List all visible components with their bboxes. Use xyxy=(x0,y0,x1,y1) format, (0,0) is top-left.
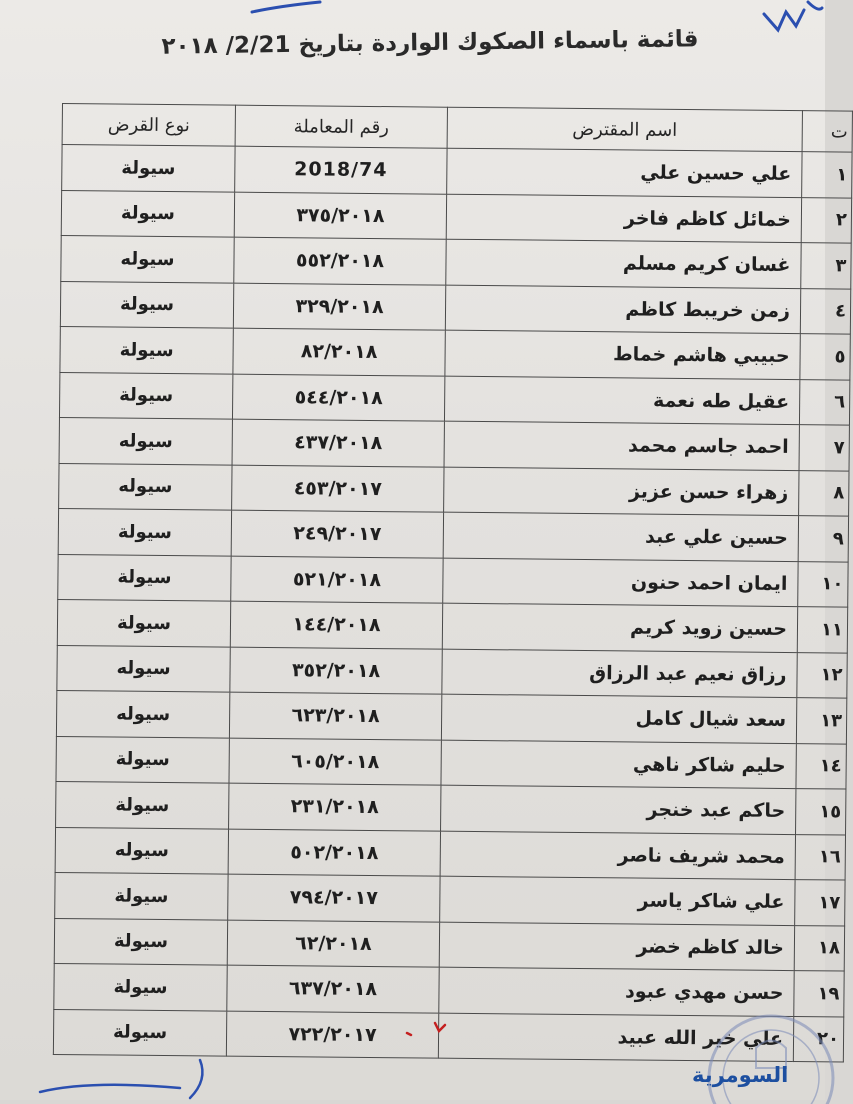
pen-scribble-top-right xyxy=(760,0,825,40)
transaction-number: ٥٢١/٢٠١٨ xyxy=(231,556,443,604)
document-title: قائمة باسماء الصكوك الواردة بتاريخ 2/21/ ٢٠١٨ xyxy=(161,26,699,60)
borrower-name: حاكم عبد خنجر xyxy=(441,785,796,834)
transaction-number: ١٤٤/٢٠١٨ xyxy=(230,601,442,649)
pen-scribble-bottom xyxy=(30,1050,210,1100)
row-seq: ١٩ xyxy=(794,971,844,1017)
row-seq: ٨ xyxy=(799,470,849,516)
transaction-number: 2018/74 xyxy=(235,146,447,194)
transaction-number: ٦٣٧/٢٠١٨ xyxy=(227,965,439,1013)
table-row xyxy=(57,599,847,652)
table-row xyxy=(60,326,850,379)
borrower-name: حبيبي هاشم خماط xyxy=(445,330,800,379)
borrower-name: زهراء حسن عزيز xyxy=(444,467,799,516)
row-seq: ١٣ xyxy=(796,698,846,744)
red-check-mark xyxy=(405,1015,450,1040)
transaction-number: ٣٧٥/٢٠١٨ xyxy=(234,192,446,240)
table-row xyxy=(59,372,849,425)
row-seq: ١١ xyxy=(797,607,847,653)
borrower-name: خالد كاظم خضر xyxy=(439,922,794,971)
loan-type: سيولة xyxy=(58,508,231,555)
loan-type: سيوله xyxy=(56,690,229,737)
row-seq: ١٤ xyxy=(796,743,846,789)
row-seq: ٢٠ xyxy=(793,1016,843,1062)
borrower-name: غسان كريم مسلم xyxy=(446,239,801,288)
table-row xyxy=(57,645,847,698)
table-row xyxy=(62,145,852,198)
loan-type: سيولة xyxy=(56,781,229,828)
row-seq: ١٧ xyxy=(795,880,845,926)
header-seq: ت xyxy=(802,111,852,152)
borrower-name: حسن مهدي عبود xyxy=(439,967,794,1016)
transaction-number: ٦٢٣/٢٠١٨ xyxy=(229,692,441,740)
header-name: اسم المقترض xyxy=(447,107,802,151)
loan-type: سيولة xyxy=(60,281,233,328)
loan-type: سيوله xyxy=(55,827,228,874)
row-seq: ١٥ xyxy=(796,789,846,835)
transaction-number: ٥٤٤/٢٠١٨ xyxy=(232,374,444,422)
row-seq: ٢ xyxy=(801,197,851,243)
borrower-name: محمد شريف ناصر xyxy=(440,831,795,880)
table-row xyxy=(58,554,848,607)
transaction-number: ٦٢/٢٠١٨ xyxy=(227,920,439,968)
table-row xyxy=(55,872,845,925)
row-seq: ١ xyxy=(802,152,852,198)
transaction-number: ٤٥٣/٢٠١٧ xyxy=(232,465,444,513)
row-seq: ٤ xyxy=(800,288,850,334)
pen-scribble-top-left xyxy=(250,0,330,20)
borrower-name: حسين زويد كريم xyxy=(442,603,797,652)
table-row xyxy=(59,463,849,516)
transaction-number: ٤٣٧/٢٠١٨ xyxy=(232,419,444,467)
table-row xyxy=(56,690,846,743)
loan-type: سيولة xyxy=(55,872,228,919)
transaction-number: ٣٥٢/٢٠١٨ xyxy=(230,647,442,695)
loan-table xyxy=(53,103,853,1063)
official-stamp xyxy=(676,1008,826,1104)
borrower-name: خمائل كاظم فاخر xyxy=(446,194,801,243)
row-seq: ١٠ xyxy=(798,561,848,607)
loan-type: سيوله xyxy=(59,463,232,510)
transaction-number: ٢٣١/٢٠١٨ xyxy=(229,783,441,831)
row-seq: ١٢ xyxy=(797,652,847,698)
borrower-name: علي خير الله عبيد xyxy=(438,1013,793,1062)
row-seq: ٧ xyxy=(799,425,849,471)
loan-type: سيوله xyxy=(57,645,230,692)
row-seq: ١٨ xyxy=(794,925,844,971)
loan-type: سيولة xyxy=(60,326,233,373)
row-seq: ٩ xyxy=(798,516,848,562)
transaction-number: ٨٢/٢٠١٨ xyxy=(233,328,445,376)
borrower-name: زمن خريبط كاظم xyxy=(445,285,800,334)
borrower-name: حسين علي عبد xyxy=(443,512,798,561)
header-type: نوع القرض xyxy=(62,104,235,147)
loan-type: سيوله xyxy=(59,417,232,464)
table-row xyxy=(60,281,850,334)
loan-table-container xyxy=(53,103,852,1071)
row-seq: ٣ xyxy=(801,243,851,289)
row-seq: ١٦ xyxy=(795,834,845,880)
table-row xyxy=(58,508,848,561)
borrower-name: ايمان احمد حنون xyxy=(443,558,798,607)
transaction-number: ٣٢٩/٢٠١٨ xyxy=(233,283,445,331)
row-seq: ٥ xyxy=(800,334,850,380)
table-row xyxy=(61,190,851,243)
table-row xyxy=(61,235,851,288)
borrower-name: سعد شيال كامل xyxy=(441,694,796,743)
header-transaction: رقم المعاملة xyxy=(235,105,447,148)
loan-type: سيولة xyxy=(57,599,230,646)
loan-type: سيولة xyxy=(62,145,235,192)
borrower-name: رزاق نعيم عبد الرزاق xyxy=(442,649,797,698)
borrower-name: احمد جاسم محمد xyxy=(444,421,799,470)
loan-type: سيولة xyxy=(53,1009,226,1056)
table-row xyxy=(56,736,846,789)
borrower-name: علي شاكر ياسر xyxy=(440,876,795,925)
watermark-logo: السومرية xyxy=(692,1063,789,1087)
borrower-name: علي حسين علي xyxy=(447,148,802,197)
transaction-number: ٥٠٢/٢٠١٨ xyxy=(228,829,440,877)
borrower-name: حليم شاكر ناهي xyxy=(441,740,796,789)
table-row xyxy=(56,781,846,834)
loan-type: سيولة xyxy=(58,554,231,601)
loan-type: سيوله xyxy=(61,235,234,282)
borrower-name: عقيل طه نعمة xyxy=(444,376,799,425)
loan-type: سيولة xyxy=(59,372,232,419)
loan-type: سيولة xyxy=(54,918,227,965)
transaction-number: ٧٢٢/٢٠١٧ xyxy=(226,1011,438,1059)
table-row xyxy=(55,827,845,880)
loan-type: سيولة xyxy=(56,736,229,783)
transaction-number: ٦٠٥/٢٠١٨ xyxy=(229,738,441,786)
loan-type: سيولة xyxy=(54,963,227,1010)
table-row xyxy=(59,417,849,470)
table-row xyxy=(54,918,844,971)
row-seq: ٦ xyxy=(799,379,849,425)
transaction-number: ٢٤٩/٢٠١٧ xyxy=(231,510,443,558)
transaction-number: ٥٥٢/٢٠١٨ xyxy=(234,237,446,285)
transaction-number: ٧٩٤/٢٠١٧ xyxy=(228,874,440,922)
loan-type: سيولة xyxy=(61,190,234,237)
